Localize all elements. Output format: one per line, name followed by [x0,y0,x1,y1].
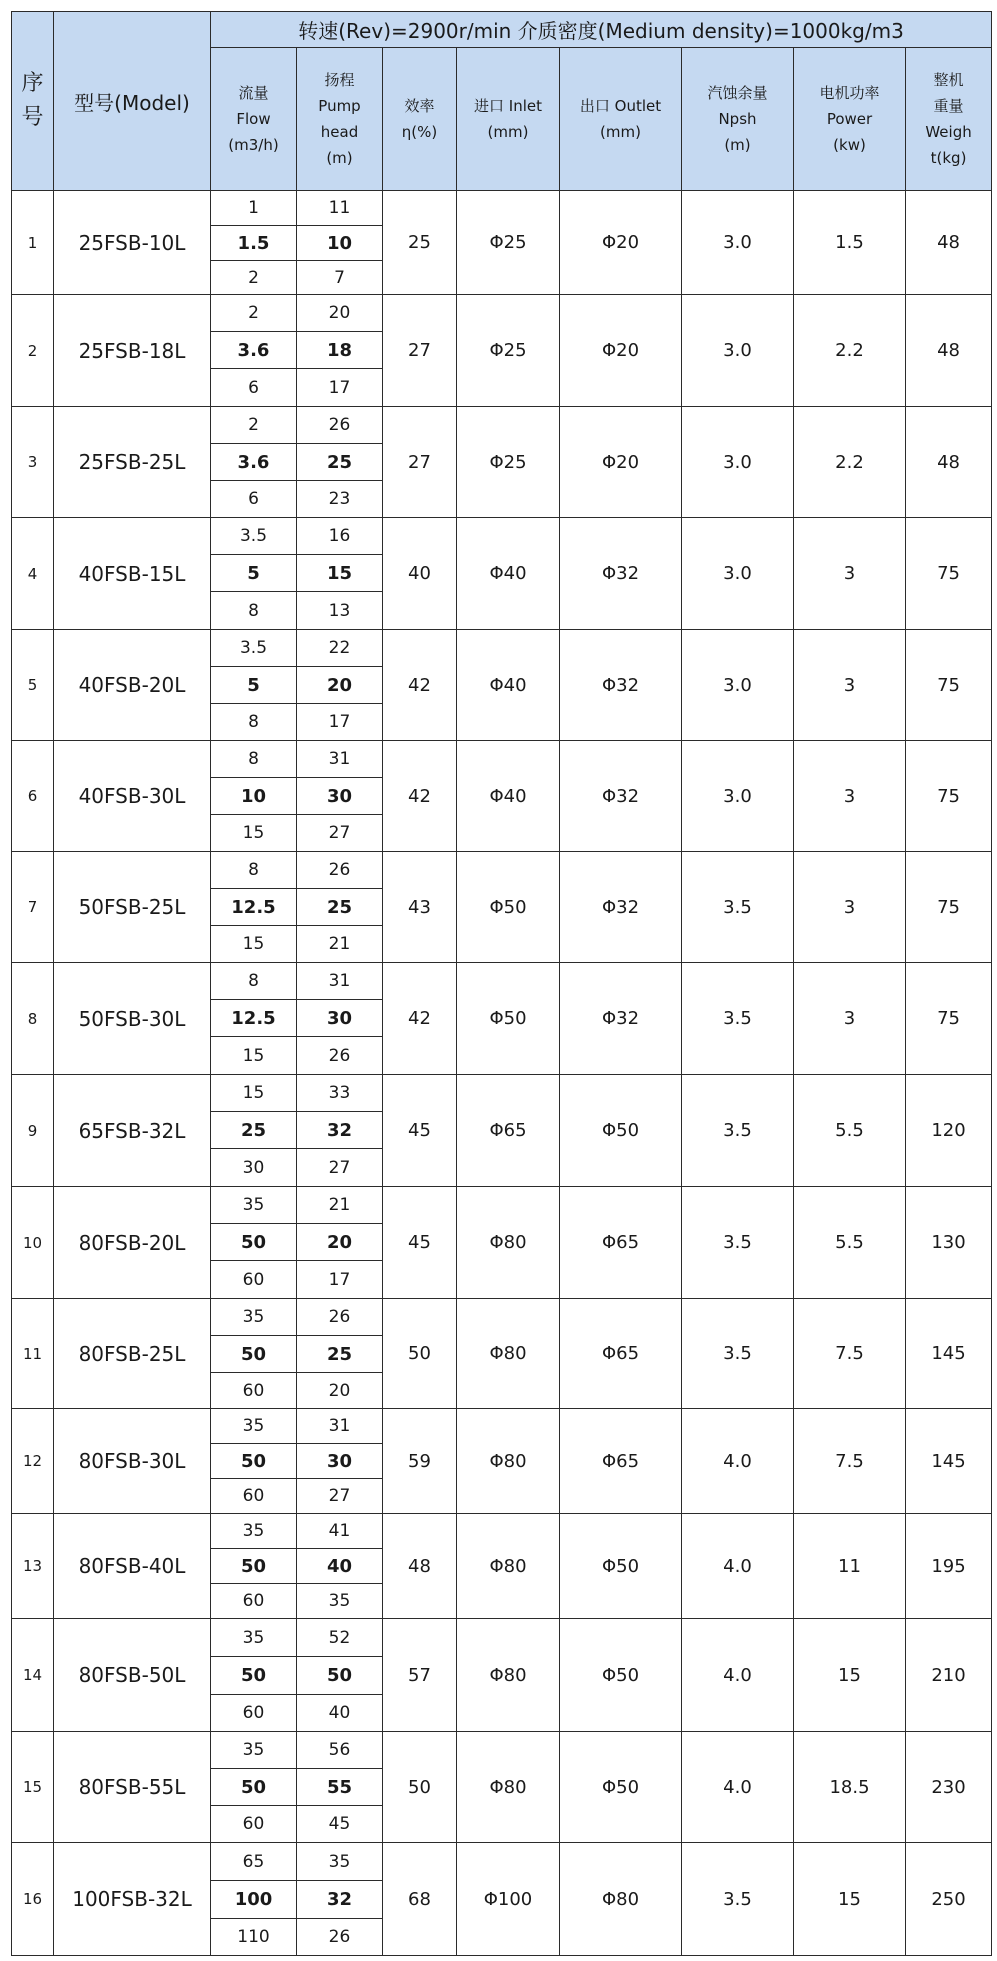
flow-cell: 25 [211,1112,297,1149]
flow-cell: 60 [211,1695,297,1732]
head-cell: 20 [297,667,383,704]
head-cell: 30 [297,1000,383,1037]
table-row [12,191,992,226]
npsh-cell: 3.5 [682,1299,794,1409]
row-index: 4 [12,518,54,630]
flow-cell: 35 [211,1409,297,1444]
power-cell: 3 [794,741,906,852]
flow-cell: 100 [211,1881,297,1919]
inlet-cell: Φ80 [457,1619,560,1732]
weight-cell: 250 [906,1843,992,1956]
flow-cell: 15 [211,815,297,852]
head-cell: 13 [297,592,383,630]
row-index: 1 [12,191,54,295]
header-model: 型号(Model) [54,12,211,191]
model-cell: 40FSB-20L [54,630,211,741]
table-row [12,630,992,667]
inlet-cell: Φ80 [457,1299,560,1409]
weight-cell: 230 [906,1732,992,1843]
flow-cell: 35 [211,1514,297,1549]
head-cell: 45 [297,1806,383,1843]
head-cell: 33 [297,1075,383,1112]
header-conditions: 转速(Rev)=2900r/min 介质密度(Medium density)=1000kg/m3 [211,12,992,48]
head-cell: 50 [297,1657,383,1695]
row-index: 11 [12,1299,54,1409]
power-cell: 3 [794,852,906,963]
model-cell: 40FSB-15L [54,518,211,630]
inlet-cell: Φ80 [457,1732,560,1843]
head-cell: 20 [297,295,383,332]
head-cell: 10 [297,226,383,261]
flow-cell: 1 [211,191,297,226]
flow-cell: 3.5 [211,518,297,555]
model-cell: 80FSB-30L [54,1409,211,1514]
head-cell: 40 [297,1695,383,1732]
header-outlet: 出口 Outlet (mm) [560,48,682,191]
flow-cell: 60 [211,1479,297,1514]
weight-cell: 75 [906,852,992,963]
head-cell: 27 [297,1479,383,1514]
pump-spec-table [11,11,992,1956]
outlet-cell: Φ50 [560,1514,682,1619]
row-index: 3 [12,407,54,518]
flow-cell: 110 [211,1919,297,1956]
outlet-cell: Φ50 [560,1732,682,1843]
model-cell: 65FSB-32L [54,1075,211,1187]
head-cell: 27 [297,815,383,852]
npsh-cell: 4.0 [682,1514,794,1619]
inlet-cell: Φ40 [457,741,560,852]
head-cell: 17 [297,369,383,407]
outlet-cell: Φ20 [560,407,682,518]
power-cell: 3 [794,963,906,1075]
head-cell: 17 [297,704,383,741]
flow-cell: 30 [211,1149,297,1187]
weight-cell: 48 [906,191,992,295]
model-cell: 80FSB-50L [54,1619,211,1732]
efficiency-cell: 68 [383,1843,457,1956]
power-cell: 5.5 [794,1075,906,1187]
head-cell: 52 [297,1619,383,1657]
weight-cell: 75 [906,741,992,852]
flow-cell: 5 [211,555,297,592]
power-cell: 2.2 [794,295,906,407]
head-cell: 20 [297,1224,383,1261]
efficiency-cell: 42 [383,963,457,1075]
table-row [12,1075,992,1112]
flow-cell: 50 [211,1336,297,1373]
npsh-cell: 4.0 [682,1619,794,1732]
model-cell: 50FSB-30L [54,963,211,1075]
header-inlet: 进口 Inlet (mm) [457,48,560,191]
flow-cell: 6 [211,369,297,407]
row-index: 10 [12,1187,54,1299]
flow-cell: 2 [211,407,297,444]
outlet-cell: Φ65 [560,1187,682,1299]
head-cell: 22 [297,630,383,667]
outlet-cell: Φ65 [560,1299,682,1409]
table-row [12,1409,992,1444]
flow-cell: 50 [211,1657,297,1695]
efficiency-cell: 43 [383,852,457,963]
weight-cell: 48 [906,407,992,518]
inlet-cell: Φ25 [457,191,560,295]
row-index: 6 [12,741,54,852]
model-cell: 50FSB-25L [54,852,211,963]
head-cell: 35 [297,1843,383,1881]
outlet-cell: Φ32 [560,741,682,852]
head-cell: 27 [297,1149,383,1187]
efficiency-cell: 50 [383,1299,457,1409]
table-row [12,1514,992,1549]
flow-cell: 60 [211,1806,297,1843]
inlet-cell: Φ65 [457,1075,560,1187]
npsh-cell: 3.5 [682,963,794,1075]
flow-cell: 12.5 [211,1000,297,1037]
power-cell: 15 [794,1619,906,1732]
inlet-cell: Φ80 [457,1187,560,1299]
head-cell: 23 [297,481,383,518]
head-cell: 18 [297,332,383,369]
weight-cell: 195 [906,1514,992,1619]
header-npsh: 汽蚀余量 Npsh (m) [682,48,794,191]
model-cell: 80FSB-40L [54,1514,211,1619]
table-row [12,1299,992,1336]
model-cell: 80FSB-55L [54,1732,211,1843]
power-cell: 2.2 [794,407,906,518]
efficiency-cell: 45 [383,1187,457,1299]
head-cell: 26 [297,1919,383,1956]
outlet-cell: Φ20 [560,295,682,407]
flow-cell: 10 [211,778,297,815]
inlet-cell: Φ80 [457,1514,560,1619]
efficiency-cell: 50 [383,1732,457,1843]
head-cell: 21 [297,926,383,963]
head-cell: 25 [297,444,383,481]
head-cell: 31 [297,741,383,778]
efficiency-cell: 59 [383,1409,457,1514]
efficiency-cell: 42 [383,741,457,852]
efficiency-cell: 40 [383,518,457,630]
npsh-cell: 3.0 [682,191,794,295]
efficiency-cell: 45 [383,1075,457,1187]
npsh-cell: 3.5 [682,1187,794,1299]
flow-cell: 60 [211,1261,297,1299]
flow-cell: 35 [211,1299,297,1336]
efficiency-cell: 27 [383,295,457,407]
flow-cell: 6 [211,481,297,518]
efficiency-cell: 25 [383,191,457,295]
power-cell: 1.5 [794,191,906,295]
weight-cell: 75 [906,630,992,741]
header-head: 扬程 Pump head (m) [297,48,383,191]
head-cell: 30 [297,778,383,815]
efficiency-cell: 42 [383,630,457,741]
outlet-cell: Φ32 [560,963,682,1075]
flow-cell: 35 [211,1187,297,1224]
table-row [12,852,992,889]
power-cell: 15 [794,1843,906,1956]
model-cell: 100FSB-32L [54,1843,211,1956]
npsh-cell: 3.0 [682,630,794,741]
header-flow: 流量 Flow (m3/h) [211,48,297,191]
head-cell: 41 [297,1514,383,1549]
power-cell: 3 [794,630,906,741]
header-efficiency: 效率 η(%) [383,48,457,191]
flow-cell: 15 [211,1037,297,1075]
flow-cell: 15 [211,926,297,963]
efficiency-cell: 57 [383,1619,457,1732]
inlet-cell: Φ25 [457,407,560,518]
weight-cell: 145 [906,1409,992,1514]
table-row [12,1843,992,1881]
flow-cell: 2 [211,295,297,332]
model-cell: 25FSB-18L [54,295,211,407]
spec-table-body [12,191,992,1956]
head-cell: 31 [297,1409,383,1444]
npsh-cell: 3.5 [682,852,794,963]
weight-cell: 75 [906,518,992,630]
head-cell: 55 [297,1769,383,1806]
weight-cell: 120 [906,1075,992,1187]
outlet-cell: Φ32 [560,630,682,741]
flow-cell: 12.5 [211,889,297,926]
head-cell: 20 [297,1373,383,1409]
npsh-cell: 3.5 [682,1843,794,1956]
flow-cell: 60 [211,1373,297,1409]
table-row [12,1619,992,1657]
head-cell: 15 [297,555,383,592]
header-weight: 整机 重量 Weigh t(kg) [906,48,992,191]
flow-cell: 8 [211,592,297,630]
head-cell: 7 [297,261,383,295]
head-cell: 30 [297,1444,383,1479]
npsh-cell: 3.0 [682,407,794,518]
row-index: 9 [12,1075,54,1187]
flow-cell: 8 [211,963,297,1000]
flow-cell: 60 [211,1584,297,1619]
row-index: 5 [12,630,54,741]
flow-cell: 35 [211,1619,297,1657]
row-index: 14 [12,1619,54,1732]
efficiency-cell: 48 [383,1514,457,1619]
power-cell: 18.5 [794,1732,906,1843]
table-row [12,741,992,778]
outlet-cell: Φ50 [560,1619,682,1732]
power-cell: 3 [794,518,906,630]
head-cell: 26 [297,1037,383,1075]
flow-cell: 8 [211,741,297,778]
weight-cell: 48 [906,295,992,407]
flow-cell: 50 [211,1224,297,1261]
weight-cell: 145 [906,1299,992,1409]
npsh-cell: 3.0 [682,518,794,630]
header-power: 电机功率 Power (kw) [794,48,906,191]
weight-cell: 75 [906,963,992,1075]
head-cell: 40 [297,1549,383,1584]
weight-cell: 210 [906,1619,992,1732]
inlet-cell: Φ25 [457,295,560,407]
weight-cell: 130 [906,1187,992,1299]
flow-cell: 3.5 [211,630,297,667]
flow-cell: 3.6 [211,444,297,481]
flow-cell: 50 [211,1549,297,1584]
row-index: 7 [12,852,54,963]
head-cell: 56 [297,1732,383,1769]
spec-table-container [11,11,991,1951]
flow-cell: 5 [211,667,297,704]
flow-cell: 50 [211,1444,297,1479]
model-cell: 40FSB-30L [54,741,211,852]
row-index: 16 [12,1843,54,1956]
outlet-cell: Φ80 [560,1843,682,1956]
head-cell: 26 [297,1299,383,1336]
head-cell: 16 [297,518,383,555]
row-index: 2 [12,295,54,407]
table-row [12,1187,992,1224]
flow-cell: 8 [211,704,297,741]
npsh-cell: 4.0 [682,1409,794,1514]
row-index: 8 [12,963,54,1075]
head-cell: 11 [297,191,383,226]
inlet-cell: Φ40 [457,630,560,741]
model-cell: 25FSB-10L [54,191,211,295]
head-cell: 35 [297,1584,383,1619]
header-index: 序 号 [12,12,54,191]
table-row [12,963,992,1000]
head-cell: 32 [297,1112,383,1149]
power-cell: 11 [794,1514,906,1619]
flow-cell: 65 [211,1843,297,1881]
head-cell: 25 [297,1336,383,1373]
flow-cell: 15 [211,1075,297,1112]
inlet-cell: Φ100 [457,1843,560,1956]
head-cell: 25 [297,889,383,926]
outlet-cell: Φ32 [560,518,682,630]
row-index: 12 [12,1409,54,1514]
outlet-cell: Φ65 [560,1409,682,1514]
inlet-cell: Φ40 [457,518,560,630]
flow-cell: 3.6 [211,332,297,369]
model-cell: 25FSB-25L [54,407,211,518]
npsh-cell: 3.0 [682,295,794,407]
power-cell: 5.5 [794,1187,906,1299]
flow-cell: 35 [211,1732,297,1769]
inlet-cell: Φ80 [457,1409,560,1514]
model-cell: 80FSB-20L [54,1187,211,1299]
flow-cell: 8 [211,852,297,889]
flow-cell: 1.5 [211,226,297,261]
inlet-cell: Φ50 [457,963,560,1075]
npsh-cell: 3.5 [682,1075,794,1187]
head-cell: 32 [297,1881,383,1919]
outlet-cell: Φ20 [560,191,682,295]
head-cell: 26 [297,407,383,444]
flow-cell: 50 [211,1769,297,1806]
row-index: 13 [12,1514,54,1619]
table-row [12,407,992,444]
head-cell: 31 [297,963,383,1000]
power-cell: 7.5 [794,1299,906,1409]
model-cell: 80FSB-25L [54,1299,211,1409]
table-row [12,518,992,555]
row-index: 15 [12,1732,54,1843]
outlet-cell: Φ32 [560,852,682,963]
head-cell: 21 [297,1187,383,1224]
head-cell: 26 [297,852,383,889]
table-row [12,1732,992,1769]
table-row [12,295,992,332]
power-cell: 7.5 [794,1409,906,1514]
head-cell: 17 [297,1261,383,1299]
npsh-cell: 3.0 [682,741,794,852]
flow-cell: 2 [211,261,297,295]
npsh-cell: 4.0 [682,1732,794,1843]
outlet-cell: Φ50 [560,1075,682,1187]
efficiency-cell: 27 [383,407,457,518]
inlet-cell: Φ50 [457,852,560,963]
